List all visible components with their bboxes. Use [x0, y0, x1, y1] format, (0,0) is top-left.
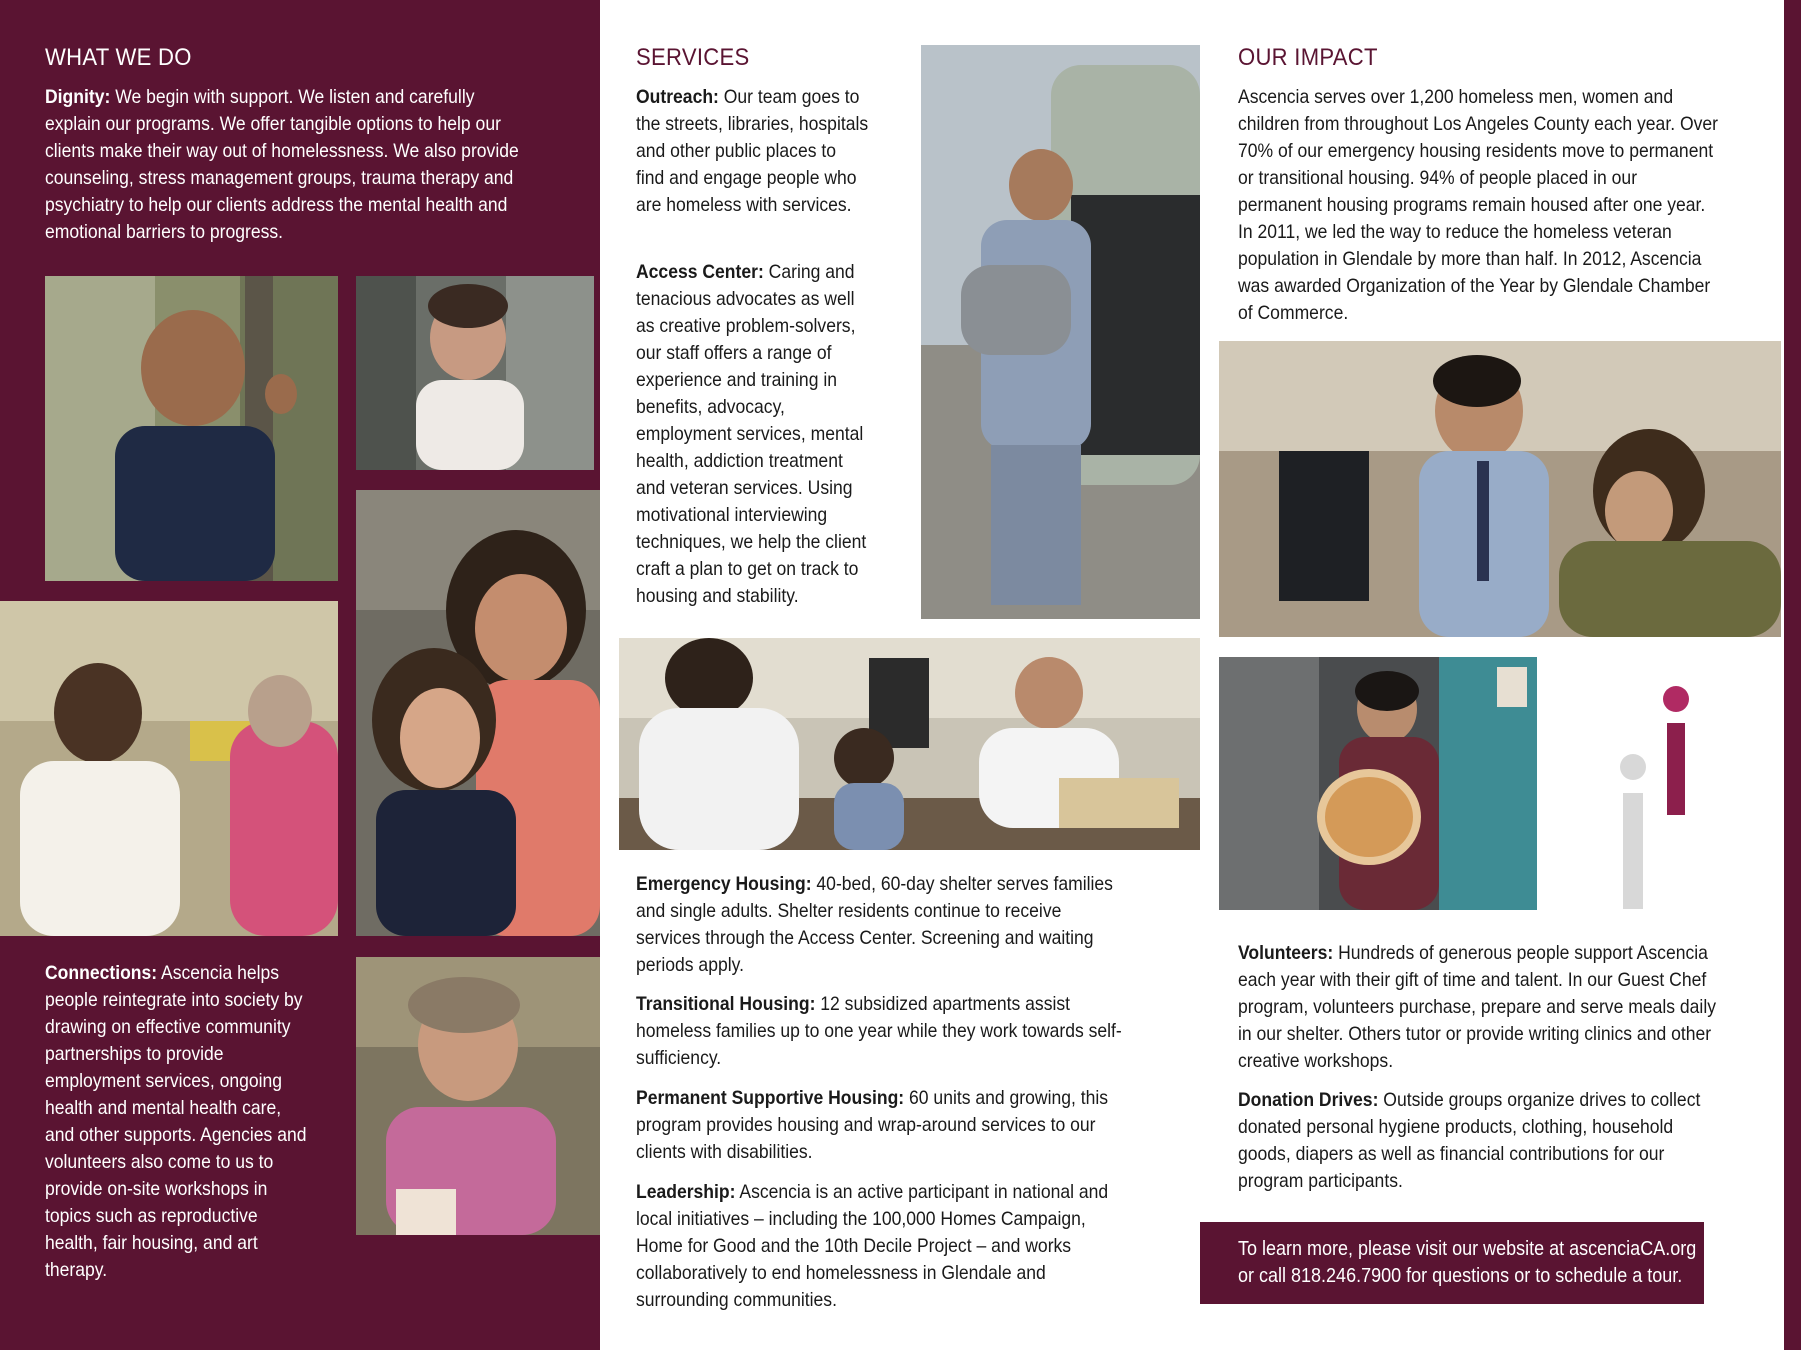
donation-drives-text: Outside groups organize drives to collect donated personal hygiene products, clothing, household goods, diapers as well as financial contributions for our program participants.: [1238, 1089, 1701, 1192]
leadership-paragraph: [636, 1179, 1122, 1314]
connections-label: Connections:: [45, 962, 158, 984]
photo-toddler: [356, 276, 594, 470]
dignity-text: We begin with support. We listen and carefully explain our programs. We offer tangible options to help our clients make their way out of homelessness. We also provide counseling, stress management groups, trauma therapy and psychiatry to help our clients address the mental health and emotional barriers to progress.: [45, 86, 519, 243]
donation-drives-label: Donation Drives:: [1238, 1089, 1379, 1111]
impact-paragraph: Ascencia serves over 1,200 homeless men, women and children from throughout Los Angeles County each year. Over 70% of our emergency housing residents move to permanent or transitional housing. 94% of people placed in our permanent housing programs remain housed after one year. In 2011, we led the way to reduce the homeless veteran population in Glendale by more than half. In 2012, Ascencia was awarded Organization of the Year by Glendale Chamber of Commerce.: [1238, 86, 1718, 324]
photo-office-high-five: [619, 638, 1200, 850]
services-heading: SERVICES: [636, 44, 750, 71]
leadership-text: Ascencia is an active participant in national and local initiatives – including the 100,000 Homes Campaign, Home for Good and the 10th Decile Project – and works collaboratively to end homelessness in Glendale and surrounding communities.: [636, 1181, 1109, 1311]
ascencia-logo-mark: [1620, 685, 1700, 910]
leadership-label: Leadership:: [636, 1181, 736, 1203]
transitional-housing-text: 12 subsidized apartments assist homeless families up to one year while they work towards self-sufficiency.: [636, 993, 1122, 1069]
photo-man-with-blanket: [921, 45, 1200, 619]
dignity-label: Dignity:: [45, 86, 111, 108]
permanent-housing-paragraph: [636, 1085, 1122, 1166]
volunteers-label: Volunteers:: [1238, 942, 1334, 964]
permanent-housing-label: Permanent Supportive Housing:: [636, 1087, 905, 1109]
access-center-text: Caring and tenacious advocates as well as creative problem-solvers, our staff offers a range of experience and training in benefits, advocacy, employment services, mental health, addiction treatment and veteran services. Using motivational interviewing techniques, we help the client craft a plan to get on track to housing and stability.: [636, 261, 867, 607]
photo-boy-at-pole: [45, 276, 338, 581]
access-center-paragraph: [636, 259, 875, 610]
outreach-text: Our team goes to the streets, libraries, hospitals and other public places to find and engage people who are homeless with services.: [636, 86, 869, 216]
photo-volunteer-bread: [1219, 657, 1537, 910]
emergency-housing-paragraph: [636, 871, 1122, 979]
photo-man-conversation: [0, 601, 338, 936]
photo-mother-daughter: [356, 490, 600, 936]
donation-drives-paragraph: [1238, 1087, 1724, 1195]
connections-text: Ascencia helps people reintegrate into society by drawing on effective community partnerships to provide employment services, ongoing health and mental health care, and other supports. Agencies and volunteers also come to us to provide on-site workshops in topics such as reproductive health, fair housing, and art therapy.: [45, 962, 307, 1281]
what-we-do-heading: WHAT WE DO: [45, 44, 192, 71]
transitional-housing-label: Transitional Housing:: [636, 993, 816, 1015]
emergency-housing-label: Emergency Housing:: [636, 873, 812, 895]
photo-woman-headband: [356, 957, 600, 1235]
outreach-paragraph: [636, 84, 868, 219]
volunteers-paragraph: [1238, 940, 1724, 1075]
volunteers-text: Hundreds of generous people support Ascencia each year with their gift of time and talent. In our Guest Chef program, volunteers purchase, prepare and serve meals daily in our shelter. Others tutor or provide writing clinics and other creative workshops.: [1238, 942, 1716, 1072]
outreach-label: Outreach:: [636, 86, 719, 108]
access-center-label: Access Center:: [636, 261, 764, 283]
emergency-housing-text: 40-bed, 60-day shelter serves families and single adults. Shelter residents continue to receive services through the Access Center. Screening and waiting periods apply.: [636, 873, 1113, 976]
connections-paragraph: [45, 960, 311, 1284]
contact-cta-box: [1200, 1222, 1704, 1304]
photo-counselor-computer: [1219, 341, 1781, 637]
our-impact-heading: OUR IMPACT: [1238, 44, 1378, 71]
contact-cta-text: To learn more, please visit our website at ascenciaCA.org or call 818.246.7900 for questions or to schedule a tour.: [1238, 1238, 1697, 1287]
dignity-paragraph: [45, 84, 531, 246]
right-edge-strip: [1784, 0, 1801, 1350]
permanent-housing-text: 60 units and growing, this program provides housing and wrap-around services to our clients with disabilities.: [636, 1087, 1109, 1163]
transitional-housing-paragraph: [636, 991, 1122, 1072]
